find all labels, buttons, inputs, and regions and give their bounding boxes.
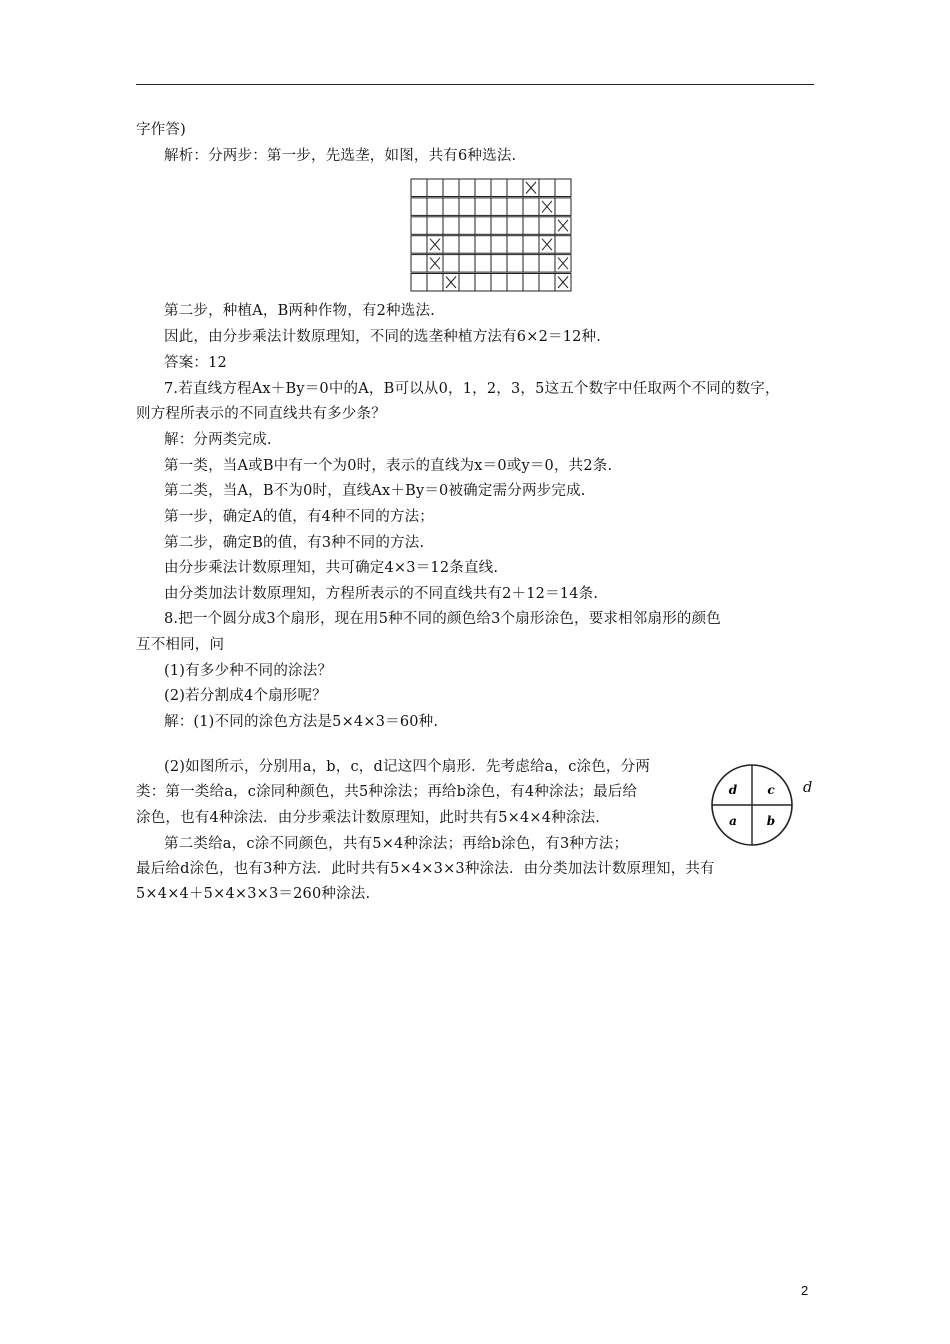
circle-outside-label: d	[803, 780, 813, 796]
grid-cell	[475, 255, 491, 273]
grid-cell	[491, 179, 507, 197]
text-line: 最后给d涂色，也有3种方法．此时共有5×4×3×3种涂法．由分类加法计数原理知，共有	[136, 861, 715, 877]
text-line: 涂色，也有4种涂法．由分步乘法计数原理知，此时共有5×4×4种涂法.	[136, 810, 601, 826]
text-line: 解：(1)不同的涂色方法是5×4×3＝60种.	[164, 714, 439, 730]
grid-cell	[491, 255, 507, 273]
grid-cell	[475, 179, 491, 197]
grid-cell	[507, 274, 523, 292]
grid-cell	[507, 198, 523, 216]
text-line: (2)如图所示，分别用a，b，c，d记这四个扇形．先考虑给a，c涂色，分两	[164, 759, 651, 775]
grid-cell	[427, 198, 443, 216]
text-line: 互不相同，问	[136, 637, 225, 653]
four-sector-circle-figure	[709, 762, 795, 848]
grid-cell	[411, 217, 427, 235]
grid-cell	[539, 255, 555, 273]
text-line: 7.若直线方程Ax＋By＝0中的A，B可以从0，1，2，3，5这五个数字中任取两个不同的数字，	[164, 381, 780, 397]
text-line: 8.把一个圆分成3个扇形，现在用5种不同的颜色给3个扇形涂色，要求相邻扇形的颜色	[164, 611, 722, 627]
grid-cell	[411, 274, 427, 292]
grid-cell	[459, 236, 475, 254]
grid-cell	[475, 274, 491, 292]
grid-cell	[459, 274, 475, 292]
text-line: 5×4×4＋5×4×3×3＝260种涂法.	[136, 886, 371, 902]
sector-label-bottom-left: a	[729, 814, 737, 828]
grid-cell	[443, 236, 459, 254]
grid-cell	[427, 217, 443, 235]
text-line: 则方程所表示的不同直线共有多少条？	[136, 406, 386, 422]
grid-cell	[539, 274, 555, 292]
grid-cell	[555, 198, 571, 216]
grid-cell	[491, 274, 507, 292]
text-line: (2)若分割成4个扇形呢？	[164, 688, 327, 704]
grid-cell	[459, 198, 475, 216]
grid-cell	[411, 179, 427, 197]
grid-cell	[443, 198, 459, 216]
grid-cell	[459, 217, 475, 235]
grid-cell	[523, 198, 539, 216]
grid-cell	[427, 179, 443, 197]
grid-cell	[507, 255, 523, 273]
text-line: 字作答)	[136, 122, 186, 138]
text-line: 由分类加法计数原理知，方程所表示的不同直线共有2＋12＝14条.	[164, 586, 599, 602]
grid-cell	[507, 236, 523, 254]
header-rule	[136, 84, 814, 85]
text-line: 解：分两类完成.	[164, 432, 272, 448]
grid-cell	[459, 179, 475, 197]
grid-cell	[555, 179, 571, 197]
text-line: 第一类，当A或B中有一个为0时，表示的直线为x＝0或y＝0，共2条.	[164, 458, 613, 474]
text-line: 答案：12	[164, 355, 227, 371]
text-line: 由分步乘法计数原理知，共可确定4×3＝12条直线.	[164, 560, 499, 576]
grid-cell	[523, 236, 539, 254]
sector-label-top-left: d	[728, 783, 738, 797]
grid-cell	[491, 217, 507, 235]
text-line: (1)有多少种不同的涂法？	[164, 663, 333, 679]
grid-cell	[475, 198, 491, 216]
text-line: 第二类给a，c涂不同颜色，共有5×4种涂法；再给b涂色，有3种方法；	[164, 836, 629, 852]
grid-cell	[507, 217, 523, 235]
text-line: 第一步，确定A的值，有4种不同的方法；	[164, 509, 434, 525]
grid-cell	[427, 274, 443, 292]
text-line: 第二步，确定B的值，有3种不同的方法.	[164, 535, 425, 551]
text-line: 第二步，种植A，B两种作物，有2种选法.	[164, 303, 435, 319]
grid-cell	[459, 255, 475, 273]
sector-label-top-right: c	[767, 783, 775, 797]
text-line: 因此，由分步乘法计数原理知，不同的选垄种植方法有6×2＝12种.	[164, 329, 602, 345]
grid-cell	[443, 255, 459, 273]
grid-cell	[475, 217, 491, 235]
grid-cell	[539, 217, 555, 235]
grid-cell	[411, 236, 427, 254]
grid-cell	[555, 236, 571, 254]
grid-cell	[411, 255, 427, 273]
grid-cell	[411, 198, 427, 216]
grid-cell	[523, 274, 539, 292]
grid-cell	[523, 217, 539, 235]
text-line: 类：第一类给a，c涂同种颜色，共5种涂法；再给b涂色，有4种涂法；最后给	[136, 784, 638, 800]
plot-grid-figure	[410, 178, 572, 292]
sector-label-bottom-right: b	[766, 814, 776, 828]
page-number: 2	[801, 1283, 809, 1298]
grid-cell	[475, 236, 491, 254]
grid-cell	[443, 217, 459, 235]
text-line: 解析：分两步：第一步，先选垄，如图，共有6种选法.	[164, 148, 517, 164]
grid-cell	[443, 179, 459, 197]
grid-cell	[491, 236, 507, 254]
grid-cell	[491, 198, 507, 216]
grid-cell	[507, 179, 523, 197]
text-line: 第二类，当A，B不为0时，直线Ax＋By＝0被确定需分两步完成.	[164, 483, 586, 499]
grid-cell	[539, 179, 555, 197]
grid-cell	[523, 255, 539, 273]
